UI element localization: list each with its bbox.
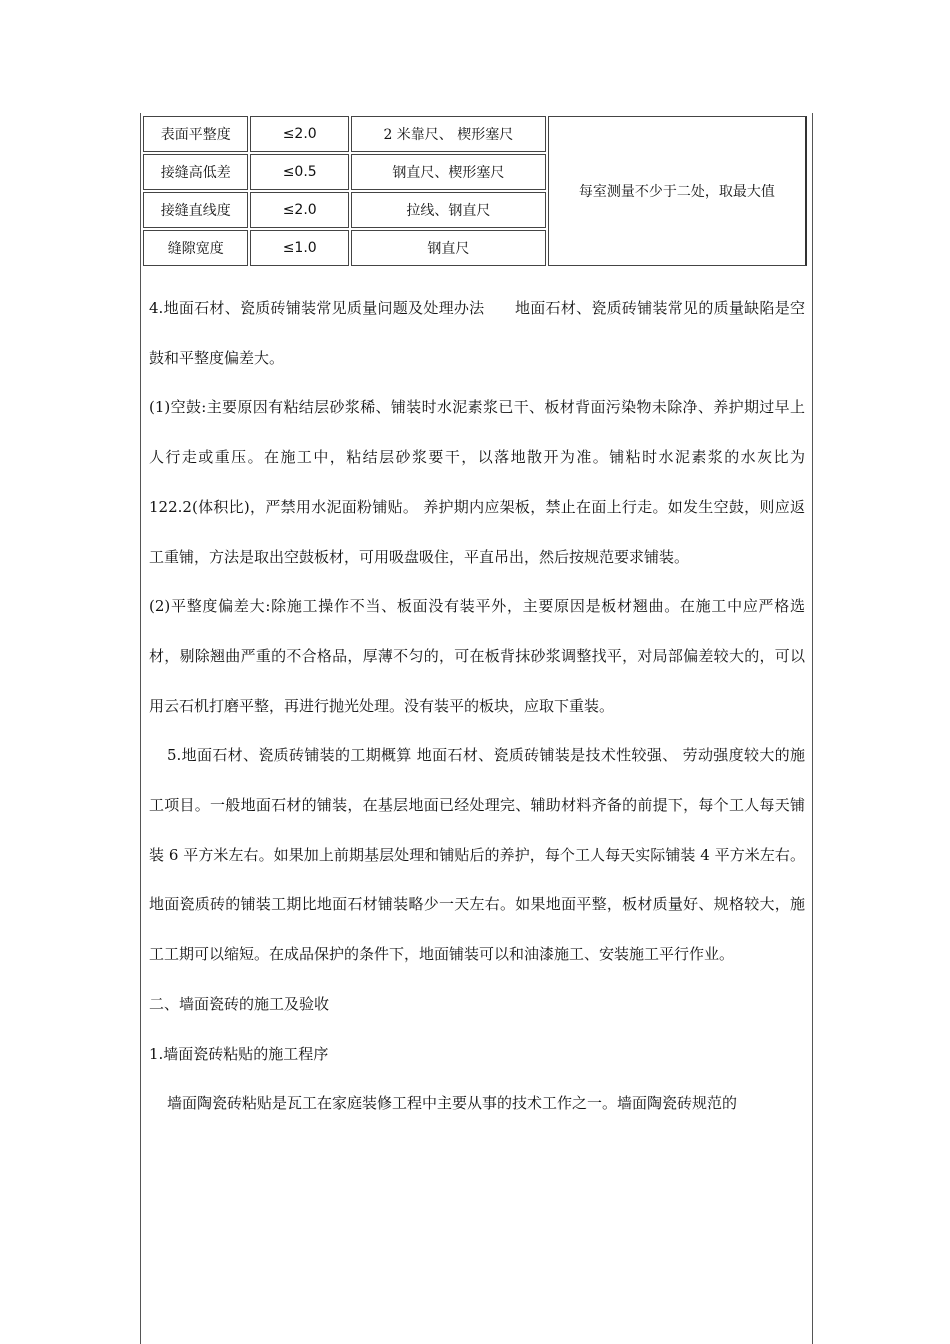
note-cell: 每室测量不少于二处，取最大值 [548, 116, 807, 266]
tolerance-cell: ≤1.0 [250, 230, 348, 266]
method-cell: 拉线、钢直尺 [351, 192, 546, 228]
body-text [149, 284, 805, 1129]
tolerance-cell: ≤2.0 [250, 116, 348, 152]
subsection-heading: 1.墙面瓷砖粘贴的施工程序 [149, 1044, 329, 1063]
tolerance-table [141, 114, 809, 268]
method-cell: 2 米靠尺、 楔形塞尺 [351, 116, 546, 152]
method-cell: 钢直尺 [351, 230, 546, 266]
paragraph-flatness: (2)平整度偏差大:除施工操作不当、板面没有装平外，主要原因是板材翘曲。在施工中应严格选材，剔除翘曲严重的不合格品，厚薄不匀的，可在板背抹砂浆调整找平，对局部偏差较大的，可以用云石机打磨平整，再进行抛光处理。没有装平的板块，应取下重装。 [149, 597, 805, 715]
paragraph-schedule: 5.地面石材、瓷质砖铺装的工期概算 地面石材、瓷质砖铺装是技术性较强、 劳动强度较大的施工项目。一般地面石材的铺装，在基层地面已经处理完、辅助材料齐备的前提下，每个工人每天铺装 6 平方米左右。如果加上前期基层处理和铺贴后的养护，每个工人每天实际铺装 4 平方米左右。地面瓷质砖的铺装工期比地面石材铺装略少一天左右。如果地面平整，板材质量好、规格较大，施工工期可以缩短。在成品保护的条件下，地面铺装可以和油漆施工、安装施工平行作业。 [149, 746, 805, 964]
method-cell: 钢直尺、楔形塞尺 [351, 154, 546, 190]
tolerance-cell: ≤2.0 [250, 192, 348, 228]
section-heading: 二、墙面瓷砖的施工及验收 [149, 994, 330, 1013]
item-cell: 表面平整度 [143, 116, 248, 152]
table-row [143, 116, 807, 152]
paragraph-wall-tile: 墙面陶瓷砖粘贴是瓦工在家庭装修工程中主要从事的技术工作之一。墙面陶瓷砖规范的 [167, 1094, 738, 1113]
paragraph-quality-issues: 4.地面石材、瓷质砖铺装常见质量问题及处理办法 地面石材、瓷质砖铺装常见的质量缺陷是空鼓和平整度偏差大。 [149, 299, 805, 367]
item-cell: 接缝高低差 [143, 154, 248, 190]
paragraph-hollowing: (1)空鼓:主要原因有粘结层砂浆稀、铺装时水泥素浆已干、板材背面污染物未除净、养护期过早上人行走或重压。在施工中，粘结层砂浆要干，以落地散开为准。铺粘时水泥素浆的水灰比为 122.2(体积比)，严禁用水泥面粉铺贴。 养护期内应架板，禁止在面上行走。如发生空鼓，则应返工重铺，方法是取出空鼓板材，可用吸盘吸住，平直吊出，然后按规范要求铺装。 [149, 398, 805, 566]
item-cell: 接缝直线度 [143, 192, 248, 228]
tolerance-cell: ≤0.5 [250, 154, 348, 190]
item-cell: 缝隙宽度 [143, 230, 248, 266]
